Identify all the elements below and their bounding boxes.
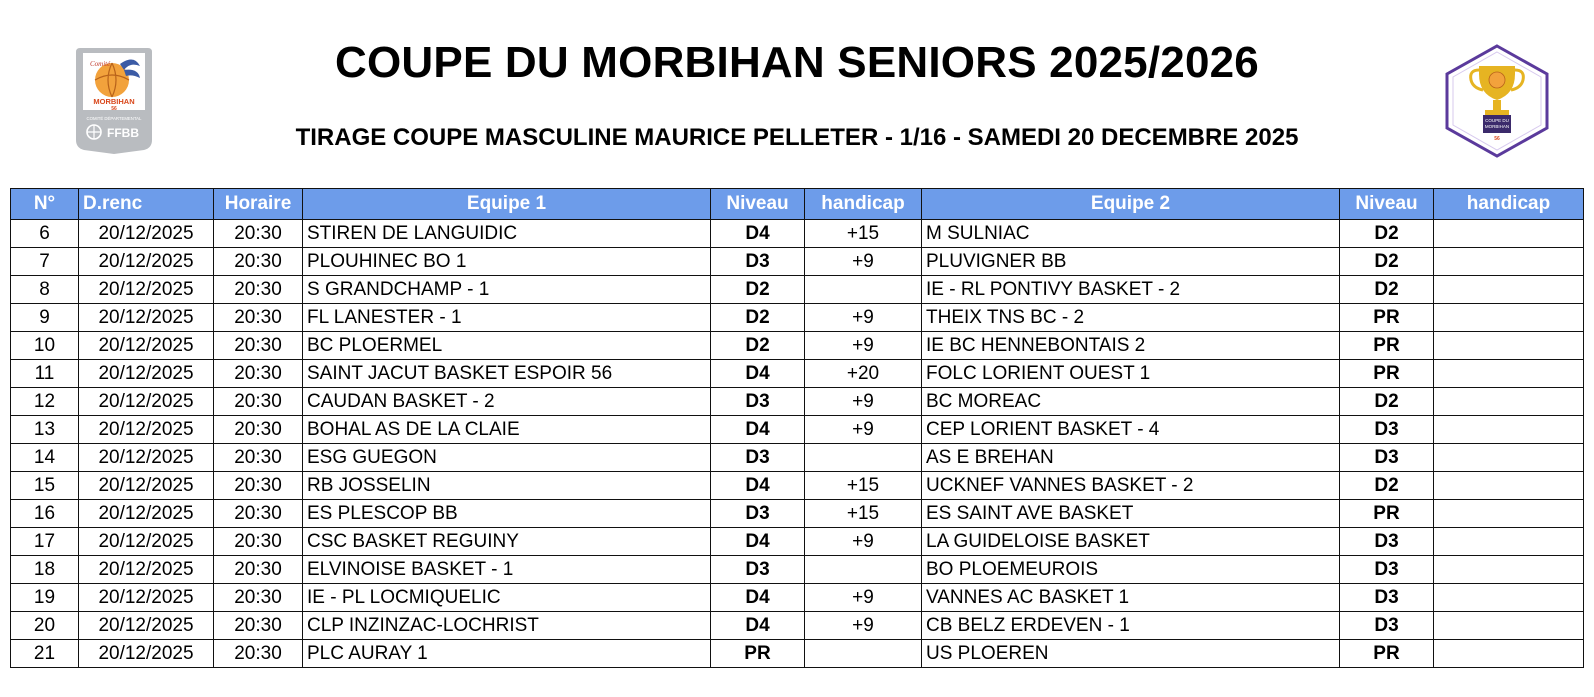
team1-name: STIREN DE LANGUIDIC (303, 220, 711, 248)
table-row (11, 556, 1584, 584)
match-number: 16 (11, 500, 79, 528)
match-date: 20/12/2025 (79, 528, 214, 556)
team1-level: D3 (711, 500, 805, 528)
match-time: 20:30 (214, 444, 303, 472)
team1-level: D3 (711, 248, 805, 276)
match-time: 20:30 (214, 360, 303, 388)
team2-name: M SULNIAC (922, 220, 1340, 248)
match-time: 20:30 (214, 612, 303, 640)
team1-level: PR (711, 640, 805, 668)
col-header-n: N° (11, 189, 79, 220)
team2-handicap (1434, 416, 1584, 444)
table-row (11, 612, 1584, 640)
col-header-level1: Niveau (711, 189, 805, 220)
team1-name: CSC BASKET REGUINY (303, 528, 711, 556)
team1-name: PLC AURAY 1 (303, 640, 711, 668)
match-number: 19 (11, 584, 79, 612)
team1-handicap: +9 (805, 612, 922, 640)
team1-handicap (805, 556, 922, 584)
team1-handicap (805, 276, 922, 304)
match-date: 20/12/2025 (79, 276, 214, 304)
logo-right-text-3: 56 (1494, 136, 1500, 142)
match-number: 15 (11, 472, 79, 500)
team1-name: FL LANESTER - 1 (303, 304, 711, 332)
team1-name: BC PLOERMEL (303, 332, 711, 360)
table-row (11, 220, 1584, 248)
col-header-handicap1: handicap (805, 189, 922, 220)
table-row (11, 276, 1584, 304)
team2-level: PR (1340, 360, 1434, 388)
match-number: 12 (11, 388, 79, 416)
match-date: 20/12/2025 (79, 444, 214, 472)
match-number: 18 (11, 556, 79, 584)
team2-handicap (1434, 332, 1584, 360)
team2-level: PR (1340, 640, 1434, 668)
table-row (11, 472, 1584, 500)
team1-handicap: +15 (805, 220, 922, 248)
team1-handicap: +9 (805, 248, 922, 276)
draw-table (10, 188, 1584, 668)
match-time: 20:30 (214, 332, 303, 360)
logo-right-text-1: COUPE DU (1485, 118, 1509, 123)
team1-level: D4 (711, 472, 805, 500)
team2-level: D3 (1340, 528, 1434, 556)
team2-handicap (1434, 472, 1584, 500)
table-row (11, 360, 1584, 388)
team2-level: D3 (1340, 584, 1434, 612)
match-number: 21 (11, 640, 79, 668)
team2-name: VANNES AC BASKET 1 (922, 584, 1340, 612)
team2-handicap (1434, 220, 1584, 248)
team1-level: D3 (711, 556, 805, 584)
team1-handicap: +9 (805, 584, 922, 612)
team2-level: PR (1340, 500, 1434, 528)
team1-level: D4 (711, 220, 805, 248)
team1-name: ESG GUEGON (303, 444, 711, 472)
team1-name: BOHAL AS DE LA CLAIE (303, 416, 711, 444)
team2-name: ES SAINT AVE BASKET (922, 500, 1340, 528)
table-row (11, 304, 1584, 332)
match-time: 20:30 (214, 388, 303, 416)
team2-handicap (1434, 584, 1584, 612)
table-row (11, 640, 1584, 668)
team1-level: D4 (711, 360, 805, 388)
team2-handicap (1434, 500, 1584, 528)
team2-level: D3 (1340, 444, 1434, 472)
match-number: 10 (11, 332, 79, 360)
logo-right-text-2: MORBIHAN (1484, 124, 1510, 129)
match-date: 20/12/2025 (79, 220, 214, 248)
team1-handicap: +15 (805, 472, 922, 500)
match-number: 9 (11, 304, 79, 332)
logo-left-text-2: MORBIHAN (93, 97, 135, 106)
team1-name: SAINT JACUT BASKET ESPOIR 56 (303, 360, 711, 388)
page-subtitle: TIRAGE COUPE MASCULINE MAURICE PELLETER - 1/16 - SAMEDI 20 DECEMBRE 2025 (295, 124, 1299, 151)
team2-level: D2 (1340, 276, 1434, 304)
table-row (11, 444, 1584, 472)
match-number: 20 (11, 612, 79, 640)
team1-name: CAUDAN BASKET - 2 (303, 388, 711, 416)
team2-level: D3 (1340, 416, 1434, 444)
match-time: 20:30 (214, 220, 303, 248)
team1-level: D4 (711, 612, 805, 640)
team2-name: LA GUIDELOISE BASKET (922, 528, 1340, 556)
match-time: 20:30 (214, 640, 303, 668)
team1-handicap: +20 (805, 360, 922, 388)
match-number: 7 (11, 248, 79, 276)
team2-name: IE - RL PONTIVY BASKET - 2 (922, 276, 1340, 304)
team2-handicap (1434, 360, 1584, 388)
team2-name: CEP LORIENT BASKET - 4 (922, 416, 1340, 444)
team1-name: CLP INZINZAC-LOCHRIST (303, 612, 711, 640)
page-title: COUPE DU MORBIHAN SENIORS 2025/2026 (335, 38, 1259, 87)
team2-name: FOLC LORIENT OUEST 1 (922, 360, 1340, 388)
match-date: 20/12/2025 (79, 416, 214, 444)
team2-level: PR (1340, 304, 1434, 332)
team2-level: D3 (1340, 556, 1434, 584)
team1-handicap (805, 640, 922, 668)
team2-handicap (1434, 528, 1584, 556)
match-date: 20/12/2025 (79, 612, 214, 640)
team2-name: BC MOREAC (922, 388, 1340, 416)
team1-name: ELVINOISE BASKET - 1 (303, 556, 711, 584)
match-time: 20:30 (214, 528, 303, 556)
match-number: 8 (11, 276, 79, 304)
match-number: 11 (11, 360, 79, 388)
table-row (11, 388, 1584, 416)
table-header-row (11, 189, 1584, 220)
team2-level: D2 (1340, 248, 1434, 276)
table-row (11, 528, 1584, 556)
team2-handicap (1434, 276, 1584, 304)
team1-handicap: +9 (805, 332, 922, 360)
team2-handicap (1434, 248, 1584, 276)
team2-handicap (1434, 612, 1584, 640)
team1-handicap (805, 444, 922, 472)
match-date: 20/12/2025 (79, 556, 214, 584)
match-time: 20:30 (214, 556, 303, 584)
team1-handicap: +9 (805, 304, 922, 332)
team2-level: D2 (1340, 472, 1434, 500)
team2-name: CB BELZ ERDEVEN - 1 (922, 612, 1340, 640)
team2-handicap (1434, 556, 1584, 584)
match-number: 14 (11, 444, 79, 472)
match-time: 20:30 (214, 584, 303, 612)
match-number: 17 (11, 528, 79, 556)
table-row (11, 332, 1584, 360)
logo-left-text-5: FFBB (107, 126, 139, 140)
team1-handicap: +15 (805, 500, 922, 528)
match-date: 20/12/2025 (79, 304, 214, 332)
match-number: 13 (11, 416, 79, 444)
col-header-team1: Equipe 1 (303, 189, 711, 220)
team2-level: D3 (1340, 612, 1434, 640)
match-time: 20:30 (214, 416, 303, 444)
match-date: 20/12/2025 (79, 388, 214, 416)
team2-name: IE BC HENNEBONTAIS 2 (922, 332, 1340, 360)
team1-level: D4 (711, 416, 805, 444)
match-date: 20/12/2025 (79, 584, 214, 612)
match-number: 6 (11, 220, 79, 248)
col-header-time: Horaire (214, 189, 303, 220)
match-date: 20/12/2025 (79, 360, 214, 388)
col-header-date: D.renc (79, 189, 214, 220)
col-header-level2: Niveau (1340, 189, 1434, 220)
team2-name: AS E BREHAN (922, 444, 1340, 472)
match-date: 20/12/2025 (79, 640, 214, 668)
team1-level: D4 (711, 584, 805, 612)
team2-level: D2 (1340, 388, 1434, 416)
team1-name: PLOUHINEC BO 1 (303, 248, 711, 276)
match-date: 20/12/2025 (79, 472, 214, 500)
col-header-handicap2: handicap (1434, 189, 1584, 220)
team1-handicap: +9 (805, 388, 922, 416)
team2-level: D2 (1340, 220, 1434, 248)
table-row (11, 248, 1584, 276)
team1-level: D3 (711, 444, 805, 472)
coupe-morbihan-logo (1443, 44, 1551, 158)
team2-name: US PLOEREN (922, 640, 1340, 668)
match-time: 20:30 (214, 500, 303, 528)
team2-handicap (1434, 640, 1584, 668)
team2-handicap (1434, 304, 1584, 332)
match-date: 20/12/2025 (79, 332, 214, 360)
team2-handicap (1434, 388, 1584, 416)
team2-level: PR (1340, 332, 1434, 360)
table-row (11, 584, 1584, 612)
team2-name: BO PLOEMEUROIS (922, 556, 1340, 584)
team1-level: D2 (711, 304, 805, 332)
team1-name: ES PLESCOP BB (303, 500, 711, 528)
team1-level: D2 (711, 276, 805, 304)
match-date: 20/12/2025 (79, 248, 214, 276)
team1-handicap: +9 (805, 416, 922, 444)
team2-name: UCKNEF VANNES BASKET - 2 (922, 472, 1340, 500)
match-time: 20:30 (214, 304, 303, 332)
table-row (11, 500, 1584, 528)
team2-name: PLUVIGNER BB (922, 248, 1340, 276)
match-time: 20:30 (214, 276, 303, 304)
logo-left-text-3: 56 (111, 106, 117, 112)
team1-name: IE - PL LOCMIQUELIC (303, 584, 711, 612)
table-row (11, 416, 1584, 444)
logo-left-text-1: Comité (90, 60, 111, 68)
col-header-team2: Equipe 2 (922, 189, 1340, 220)
match-date: 20/12/2025 (79, 500, 214, 528)
logo-left-text-4: COMITÉ DÉPARTEMENTAL (86, 116, 142, 121)
team1-name: S GRANDCHAMP - 1 (303, 276, 711, 304)
team2-name: THEIX TNS BC - 2 (922, 304, 1340, 332)
team1-level: D4 (711, 528, 805, 556)
team1-level: D2 (711, 332, 805, 360)
team1-level: D3 (711, 388, 805, 416)
team1-handicap: +9 (805, 528, 922, 556)
match-time: 20:30 (214, 248, 303, 276)
team1-name: RB JOSSELIN (303, 472, 711, 500)
match-time: 20:30 (214, 472, 303, 500)
team2-handicap (1434, 444, 1584, 472)
